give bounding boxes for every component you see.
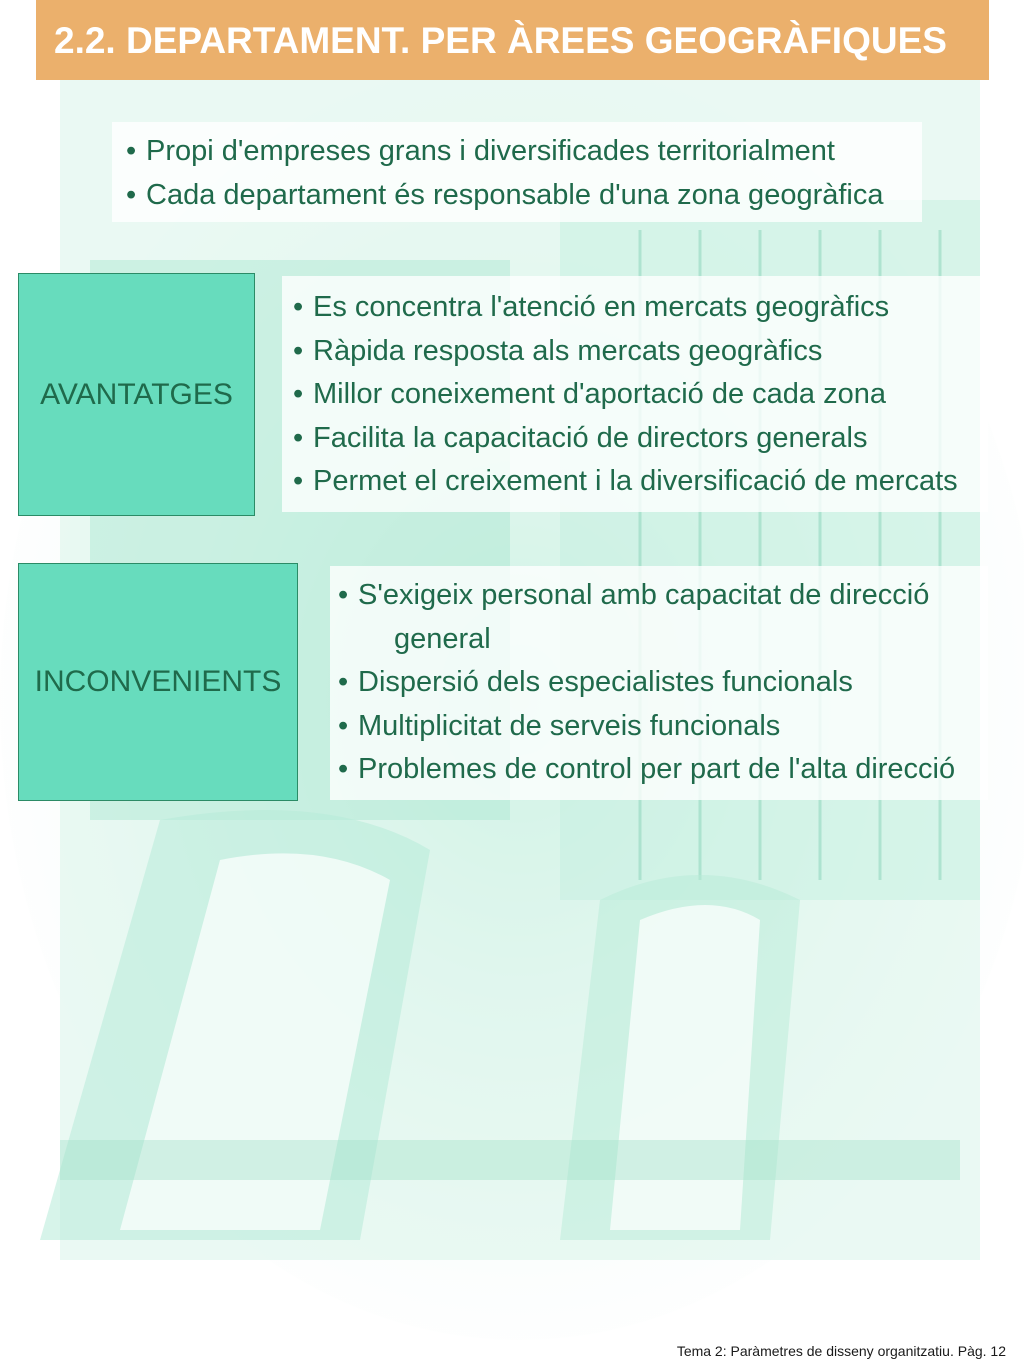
list-item: • Es concentra l'atenció en mercats geogràfics <box>293 291 890 323</box>
advantages-panel <box>282 276 988 512</box>
list-item: • Problemes de control per part de l'alta direcció <box>338 753 956 786</box>
list-item: • Millor coneixement d'aportació de cada zona <box>293 378 886 411</box>
list-item: • Propi d'empreses grans i diversificades territorialment <box>126 135 835 167</box>
advantages-label-box <box>18 273 255 516</box>
disadvantages-panel <box>330 566 988 800</box>
list-item: • Ràpida resposta als mercats geogràfics <box>293 334 823 367</box>
list-item: • Cada departament és responsable d'una zona geogràfica <box>126 178 884 211</box>
list-item: • Facilita la capacitació de directors generals <box>293 421 868 454</box>
page-title: 2.2. DEPARTAMENT. PER ÀREES GEOGRÀFIQUES <box>54 20 947 61</box>
intro-list <box>126 130 884 217</box>
intro-panel <box>112 122 922 222</box>
disadvantages-label-box <box>18 563 298 801</box>
list-item: • Permet el creixement i la diversificació de mercats <box>293 465 958 498</box>
title-bar <box>36 0 989 80</box>
advantages-list <box>293 286 958 504</box>
list-item: • Multiplicitat de serveis funcionals <box>338 709 781 742</box>
list-item: • Dispersió dels especialistes funcionals <box>338 666 853 699</box>
advantages-label: AVANTATGES <box>40 377 233 411</box>
page-footer: Tema 2: Paràmetres de disseny organitzatiu. Pàg. 12 <box>676 1343 1006 1359</box>
disadvantages-label: INCONVENIENTS <box>34 665 282 698</box>
disadvantages-list <box>338 574 955 792</box>
list-item-continuation: general <box>394 622 491 655</box>
list-item: • S'exigeix personal amb capacitat de direcció <box>338 579 930 611</box>
